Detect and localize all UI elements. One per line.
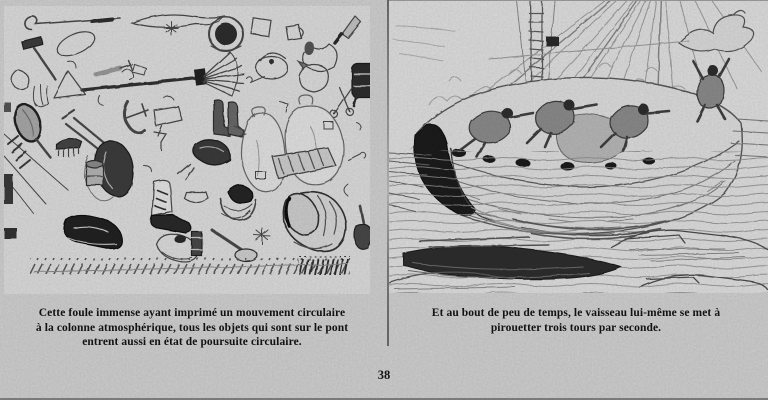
tin-can (192, 232, 202, 256)
caption-line: entrent aussi en état de poursuite circulaire. (82, 336, 302, 349)
figure-flying-objects (4, 6, 370, 294)
caption-line: à la colonne atmosphérique, tous les objets qui sont sur le pont (35, 321, 349, 334)
canister (86, 161, 103, 186)
flying-objects-illustration (4, 6, 370, 294)
spinning-ship-illustration (389, 1, 768, 293)
page-number: 38 (377, 368, 391, 382)
ground-hatching (30, 256, 350, 275)
figure-spinning-ship (389, 0, 768, 293)
caption-line: pirouetter trois tours par seconde. (490, 321, 662, 334)
panel-divider-line (387, 0, 389, 346)
caption-line: Et au bout de peu de temps, le vaisseau lui-même se met à (431, 307, 721, 319)
caption-left-figure (16, 306, 368, 350)
caption-right-figure (400, 306, 752, 335)
caption-line: Cette foule immense ayant imprimé un mouvement circulaire (38, 307, 346, 319)
